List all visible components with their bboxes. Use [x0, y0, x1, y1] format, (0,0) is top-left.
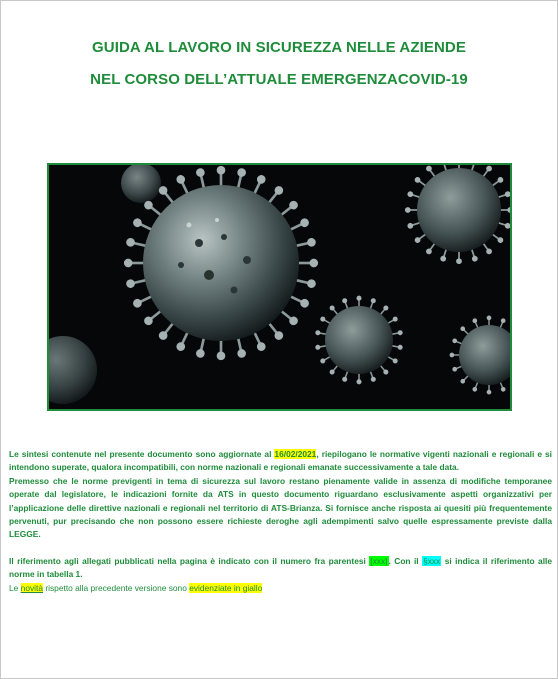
paragraph-text: Le [9, 582, 21, 593]
paragraph-update-date [9, 448, 552, 475]
paragraph-text: , riepilogano le normative vigenti nazionali e regionali e si intendono superate, qualora incompatibili, con norme nazionali e regionali emanate successivamente a tale data. [9, 449, 552, 473]
law-ref-marker: §xxx [423, 555, 441, 566]
paragraph-text: Il riferimento agli allegati pubblicati nella pagina è indicato con il numero fra parentesi [9, 555, 370, 566]
document-title-line-1: GUIDA AL LAVORO IN SICUREZZA NELLE AZIENDE [92, 39, 466, 56]
paragraph-text: rispetto alla precedente versione sono [43, 582, 190, 593]
paragraph-novelties [9, 582, 552, 595]
paragraph-text: si indica il riferimento alle norme in tabella 1. [9, 555, 553, 580]
coronavirus-illustration [49, 165, 510, 409]
attachment-ref-marker: [xxx] [370, 555, 388, 566]
update-date: 16/02/2021 [274, 449, 317, 459]
paragraph-text: Le sintesi contenute nel presente documento sono aggiornate al [9, 449, 275, 459]
paragraph-references [9, 555, 552, 582]
document-body [9, 448, 552, 595]
paragraph-text: . Con il [388, 555, 423, 566]
document-title-line-2: NEL CORSO DELL’ATTUALE EMERGENZACOVID-19 [90, 71, 468, 88]
coronavirus-cover-image [47, 163, 512, 411]
paragraph-premise: Premesso che le norme previgenti in tema di sicurezza sul lavoro restano pienamente valide in assenza di modifiche temporanee operate dal legislatore, le indicazioni fornite da ATS in questo documento riguardano esclusivamente aspetti organizzativi per l’applicazione delle direttive nazionali e regionali nel territorio di ATS-Brianza. Si fornisce anche risposta ai quesiti più frequentemente pervenuti, pur precisando che non possono essere richieste deroghe agli adempimenti salvo quelle espressamente previste dalla LEGGE. [9, 475, 552, 540]
novita-word: novità [20, 582, 44, 593]
yellow-highlight-note: evidenziate in giallo [189, 582, 263, 593]
